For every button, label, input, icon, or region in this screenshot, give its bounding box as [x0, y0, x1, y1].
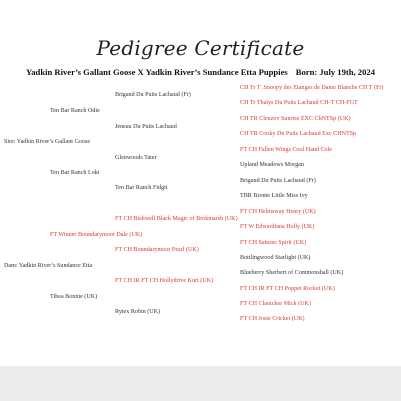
sire-sire-name: Ten Bar Ranch Odie — [50, 108, 100, 114]
dam-sire-sire-sire-name: FT CH Helmsway Henry (UK) — [240, 209, 316, 215]
sire-dam-sire-sire-name: FT CH Fallen Wings Cool Hand Cole — [240, 147, 332, 153]
dam-sire-dam-name: FT CH Boundarymoor Pearl (UK) — [115, 247, 199, 253]
dam-dam-dam-sire-name: FT CH Clanicker Mick (UK) — [240, 301, 311, 307]
sire-dam-dam-sire-name: Brigand Du Puits Lachaud (Fr) — [240, 178, 316, 184]
certificate-title: Pedigree Certificate — [96, 36, 305, 60]
dam-dam-dam-dam-name: FT CH Josie Cricket (UK) — [240, 316, 305, 322]
sire-sire-sire-name: Brigand Du Puits Lachaud (Fr) — [115, 92, 191, 98]
sire-sire-sire-sire-name: CH Tr T .Snoopy des Etanges de Dame Blanche CH T (Fr) — [240, 85, 384, 91]
dam-dam-sire-sire-name: Blueberry Sherbert of Commonshall (UK) — [240, 270, 344, 276]
dam-sire-name: FT Winner Boundarymoor Dale (UK) — [50, 232, 143, 238]
litter-heading — [0, 67, 401, 77]
sire-dam-dam-dam-name: TBR Bronte Little Miss Ivy — [240, 193, 308, 199]
birth-date: Born: July 19th, 2024 — [295, 67, 375, 77]
dam-sire-dam-dam-name: Bottlingwood Starlight (UK) — [240, 255, 311, 261]
dam-sire-dam-sire-name: FT CH Saturns Spirit (UK) — [240, 240, 307, 246]
dam-dam-sire-dam-name: FT CH IR FT CH Poppet Rocket (UK) — [240, 286, 335, 292]
dam-dam-dam-name: Rytex Robin (UK) — [115, 309, 161, 315]
sire-dam-dam-name: Ten Bar Ranch Fidgit — [115, 185, 168, 191]
sire-sire-sire-dam-name: CH Tr Thalys Du Puits Lachaud CH-T CH-FGT — [240, 100, 358, 106]
dam-sire-sire-dam-name: FT W Edwardiana Holly (UK) — [240, 224, 315, 230]
sire-sire-dam-dam-name: CH TR Cooky Du Puits Lachaud Exc CHNTSp — [240, 131, 357, 137]
sire-dam-name: Ten Bar Ranch Loki — [50, 170, 100, 176]
dam-name: Dam: Yadkin River’s Sundance Etta — [4, 263, 93, 269]
sire-sire-dam-sire-name: CH TR Cleuzov Sunrise EXC ChNTSp (UK) — [240, 116, 351, 122]
dam-dam-sire-name: FT CH IR FT CH Hollydrive Kurt (UK) — [115, 278, 214, 284]
sire-name: Sire: Yadkin River’s Gallant Goose — [4, 139, 91, 145]
dam-dam-name: Tibea Bonnie (UK) — [50, 294, 98, 300]
sire-dam-sire-name: Glenwoods Tater — [115, 155, 157, 161]
page-footer-band — [0, 366, 401, 401]
sire-dam-sire-dam-name: Upland Meadows Morgan — [240, 162, 304, 168]
litter-pairing: Yadkin River’s Gallant Goose X Yadkin River’s Sundance Etta Puppies — [25, 67, 288, 77]
dam-sire-sire-name: FT CH Bishwell Black Magic of Brokmarsh (UK) — [115, 216, 238, 222]
sire-sire-dam-name: Jeneau Du Puits Lachaud — [115, 124, 177, 130]
